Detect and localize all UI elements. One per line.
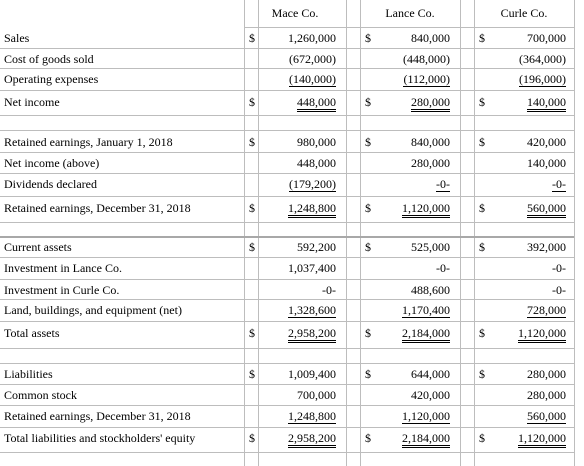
value-cell (486, 300, 566, 321)
grid-horizontal-line (0, 130, 574, 131)
value-text: 1,260,000 (288, 31, 336, 45)
dollar-sign: $ (365, 201, 371, 215)
value-cell (258, 385, 336, 406)
value-text: 1,037,400 (288, 261, 336, 275)
value-text: 840,000 (411, 31, 450, 45)
value-text: 140,000 (527, 156, 566, 170)
value-cell (258, 428, 336, 449)
row-label: Dividends declared (4, 177, 97, 191)
dollar-sign: $ (249, 201, 255, 215)
value-text: (179,200) (289, 177, 336, 191)
value-cell (258, 153, 336, 174)
dollar-sign: $ (479, 201, 485, 215)
row-label: Investment in Curle Co. (4, 283, 120, 297)
dollar-sign: $ (249, 95, 255, 109)
dollar-sign: $ (365, 326, 371, 340)
value-cell (258, 300, 336, 321)
dollar-sign: $ (249, 326, 255, 340)
value-text: (448,000) (403, 52, 450, 66)
value-text: 2,958,200 (288, 431, 336, 448)
value-cell (486, 385, 566, 406)
value-text: -0- (552, 177, 566, 191)
value-text: 1,170,400 (402, 303, 450, 317)
value-text: 2,184,000 (402, 326, 450, 343)
value-cell (372, 174, 450, 195)
grid-horizontal-line (0, 452, 574, 453)
value-cell (258, 258, 336, 279)
value-text: 560,000 (527, 201, 566, 218)
value-text: 420,000 (527, 135, 566, 149)
value-cell (258, 323, 336, 344)
dollar-sign: $ (365, 95, 371, 109)
value-cell (258, 280, 336, 301)
row-label: Sales (4, 31, 30, 45)
value-text: 488,600 (411, 283, 450, 297)
grid-horizontal-line (0, 115, 574, 116)
dollar-sign: $ (479, 31, 485, 45)
value-cell (486, 198, 566, 219)
statement-row (0, 28, 584, 49)
value-text: (140,000) (289, 72, 336, 86)
statement-row (0, 280, 584, 301)
value-text: 700,000 (527, 31, 566, 45)
value-cell (486, 174, 566, 195)
value-cell (486, 153, 566, 174)
value-text: -0- (552, 283, 566, 297)
row-label: Current assets (4, 240, 72, 254)
statement-row (0, 385, 584, 406)
value-text: -0- (552, 261, 566, 275)
statement-row (0, 323, 584, 344)
row-label: Retained earnings, December 31, 2018 (4, 201, 191, 215)
dollar-sign: $ (479, 95, 485, 109)
value-text: 392,000 (527, 240, 566, 254)
value-text: 840,000 (411, 135, 450, 149)
value-cell (372, 280, 450, 301)
value-text: 280,000 (411, 95, 450, 112)
value-text: 1,328,600 (288, 303, 336, 317)
dollar-sign: $ (479, 135, 485, 149)
value-text: 2,184,000 (402, 431, 450, 448)
value-cell (486, 428, 566, 449)
value-cell (372, 258, 450, 279)
row-label: Common stock (4, 388, 78, 402)
value-text: (112,000) (403, 72, 450, 86)
value-text: 1,120,000 (402, 201, 450, 218)
header-lance: Lance Co. (385, 6, 435, 20)
value-text: 1,248,800 (288, 201, 336, 218)
row-label: Total liabilities and stockholders' equity (4, 431, 196, 445)
dollar-sign: $ (479, 431, 485, 445)
value-text: -0- (436, 177, 450, 191)
value-cell (372, 385, 450, 406)
value-cell (486, 92, 566, 113)
dollar-sign: $ (479, 367, 485, 381)
value-cell (258, 198, 336, 219)
dollar-sign: $ (249, 367, 255, 381)
value-cell (372, 428, 450, 449)
value-cell (372, 198, 450, 219)
value-cell (372, 364, 450, 385)
value-cell (372, 92, 450, 113)
statement-row (0, 174, 584, 195)
value-text: 728,000 (527, 303, 566, 317)
value-cell (372, 406, 450, 427)
value-text: 280,000 (527, 367, 566, 381)
value-cell (258, 132, 336, 153)
dollar-sign: $ (249, 135, 255, 149)
row-label: Net income (4, 95, 60, 109)
value-cell (258, 174, 336, 195)
value-text: 2,958,200 (288, 326, 336, 343)
value-text: 525,000 (411, 240, 450, 254)
value-cell (372, 300, 450, 321)
value-cell (372, 323, 450, 344)
value-cell (258, 406, 336, 427)
value-cell (486, 69, 566, 90)
statement-row (0, 69, 584, 90)
value-cell (372, 132, 450, 153)
dollar-sign: $ (365, 431, 371, 445)
value-cell (372, 153, 450, 174)
row-label: Net income (above) (4, 156, 100, 170)
dollar-sign: $ (479, 326, 485, 340)
value-cell (486, 323, 566, 344)
value-text: (196,000) (519, 72, 566, 86)
dollar-sign: $ (249, 31, 255, 45)
value-text: -0- (322, 283, 336, 297)
value-cell (486, 258, 566, 279)
statement-row (0, 49, 584, 70)
value-text: 1,120,000 (518, 326, 566, 343)
dollar-sign: $ (365, 31, 371, 45)
value-cell (486, 28, 566, 49)
row-label: Retained earnings, January 1, 2018 (4, 135, 173, 149)
grid-horizontal-line (0, 222, 574, 223)
grid-horizontal-line (0, 196, 574, 197)
value-text: 980,000 (297, 135, 336, 149)
value-text: 420,000 (411, 388, 450, 402)
header-mace: Mace Co. (271, 6, 319, 20)
row-label: Cost of goods sold (4, 52, 94, 66)
value-cell (258, 92, 336, 113)
value-cell (372, 28, 450, 49)
value-cell (372, 49, 450, 70)
value-cell (258, 49, 336, 70)
value-text: 1,248,800 (288, 409, 336, 423)
value-text: (364,000) (519, 52, 566, 66)
value-cell (258, 69, 336, 90)
statement-row (0, 198, 584, 219)
value-cell (258, 364, 336, 385)
statement-row (0, 364, 584, 385)
value-text: 140,000 (527, 95, 566, 112)
value-text: 280,000 (411, 156, 450, 170)
value-cell (486, 49, 566, 70)
value-text: (672,000) (289, 52, 336, 66)
row-label: Land, buildings, and equipment (net) (4, 303, 182, 317)
value-text: 592,200 (297, 240, 336, 254)
value-text: -0- (436, 261, 450, 275)
value-cell (372, 69, 450, 90)
value-text: 280,000 (527, 388, 566, 402)
dollar-sign: $ (365, 367, 371, 381)
value-text: 1,009,400 (288, 367, 336, 381)
row-label: Retained earnings, December 31, 2018 (4, 409, 191, 423)
statement-row (0, 153, 584, 174)
grid-horizontal-line (0, 90, 574, 91)
value-text: 700,000 (297, 388, 336, 402)
statement-row (0, 132, 584, 153)
row-label: Operating expenses (4, 72, 99, 86)
value-cell (486, 237, 566, 258)
value-cell (486, 364, 566, 385)
value-text: 560,000 (527, 409, 566, 423)
value-cell (372, 237, 450, 258)
dollar-sign: $ (249, 431, 255, 445)
statement-row (0, 258, 584, 279)
value-text: 1,120,000 (402, 409, 450, 423)
dollar-sign: $ (365, 240, 371, 254)
row-label: Total assets (4, 326, 60, 340)
value-cell (486, 406, 566, 427)
value-text: 644,000 (411, 367, 450, 381)
value-text: 448,000 (297, 95, 336, 112)
dollar-sign: $ (249, 240, 255, 254)
grid-horizontal-line (0, 321, 574, 322)
value-cell (486, 132, 566, 153)
statement-row (0, 406, 584, 427)
value-cell (486, 280, 566, 301)
header-curle: Curle Co. (500, 6, 548, 20)
grid-horizontal-line (0, 348, 574, 349)
statement-row (0, 300, 584, 321)
statement-row (0, 237, 584, 258)
statement-row (0, 428, 584, 449)
value-text: 1,120,000 (518, 431, 566, 448)
value-text: 448,000 (297, 156, 336, 170)
dollar-sign: $ (479, 240, 485, 254)
value-cell (258, 237, 336, 258)
value-cell (258, 28, 336, 49)
statement-row (0, 92, 584, 113)
dollar-sign: $ (365, 135, 371, 149)
row-label: Investment in Lance Co. (4, 261, 122, 275)
row-label: Liabilities (4, 367, 53, 381)
